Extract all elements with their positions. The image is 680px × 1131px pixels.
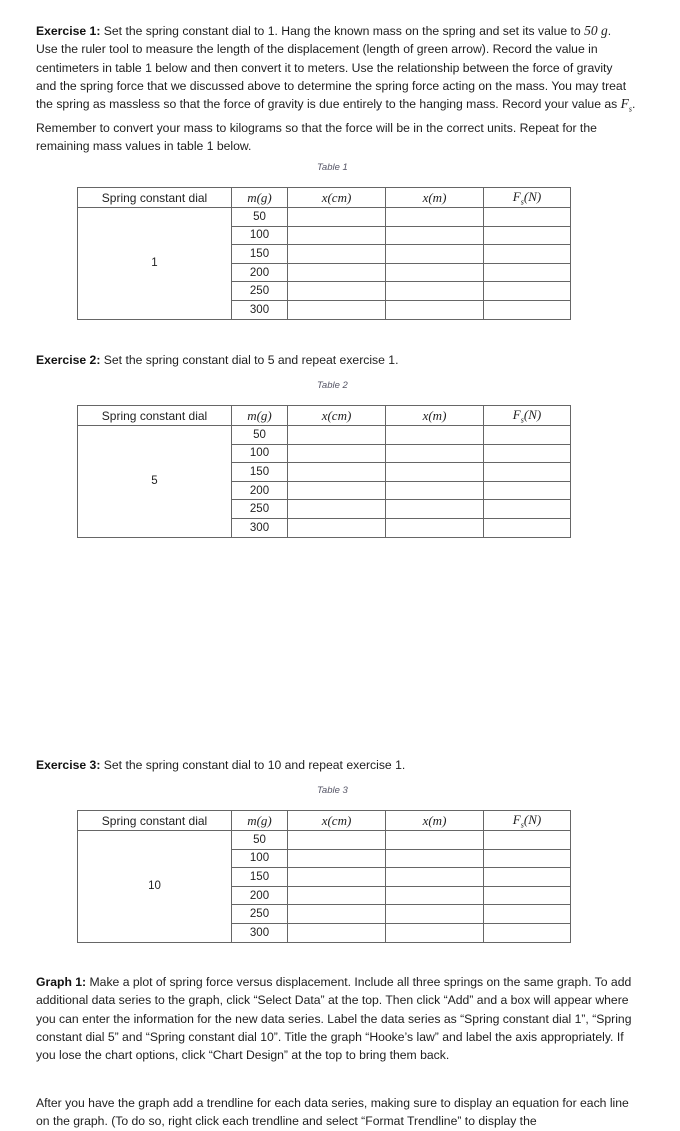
fs-cell[interactable] — [484, 282, 571, 301]
exercise-1-text-a: Set the spring constant dial to 1. Hang the known mass on the spring and set its value to — [100, 24, 585, 38]
fs-cell[interactable] — [484, 426, 571, 445]
fs-header: $F_s(N)$ — [484, 811, 571, 831]
fs-cell[interactable] — [484, 831, 571, 850]
mass-cell: 250 — [232, 500, 288, 519]
mass-cell: 50 — [232, 831, 288, 850]
x-cm-cell[interactable] — [288, 500, 386, 519]
x-cm-header: x(cm) — [288, 188, 386, 208]
fs-cell[interactable] — [484, 444, 571, 463]
x-m-cell[interactable] — [386, 263, 484, 282]
graph-1-label: Graph 1: — [36, 975, 87, 989]
fs-header: $F_s(N)$ — [484, 188, 571, 208]
mass-cell: 300 — [232, 300, 288, 319]
x-cm-cell[interactable] — [288, 849, 386, 868]
mass-cell: 200 — [232, 886, 288, 905]
mass-cell: 150 — [232, 868, 288, 887]
x-cm-cell[interactable] — [288, 226, 386, 245]
fs-cell[interactable] — [484, 923, 571, 942]
x-m-cell[interactable] — [386, 868, 484, 887]
fs-cell[interactable] — [484, 245, 571, 264]
exercise-1-mass-value: 50 g — [584, 23, 608, 38]
exercise-1-text-b: . Use the ruler tool to measure the length of the displacement (length of green arrow). Record the value in centimeters in table 1 below and then convert it to meters. Use the relationship between the force of gravity and the spring force that we discussed above to determine the spring force acting on the mass. You may treat the spring as massless so that the force of gravity is due entirely to the hanging mass. Record your value as — [36, 24, 627, 112]
x-m-cell[interactable] — [386, 849, 484, 868]
fs-cell[interactable] — [484, 463, 571, 482]
mass-cell: 200 — [232, 263, 288, 282]
mass-header: m(g) — [232, 406, 288, 426]
mass-cell: 100 — [232, 849, 288, 868]
mass-cell: 50 — [232, 426, 288, 445]
exercise-1-text-c: . Remember to convert your mass to kilograms so that the force will be in the correct units. Repeat for the remaining mass values in table 1 below. — [36, 97, 636, 154]
x-m-cell[interactable] — [386, 426, 484, 445]
table-2-header-row — [78, 406, 571, 426]
mass-cell: 100 — [232, 444, 288, 463]
mass-cell: 300 — [232, 518, 288, 537]
x-m-cell[interactable] — [386, 282, 484, 301]
fs-cell[interactable] — [484, 868, 571, 887]
x-m-cell[interactable] — [386, 226, 484, 245]
mass-cell: 250 — [232, 282, 288, 301]
x-cm-cell[interactable] — [288, 263, 386, 282]
mass-cell: 250 — [232, 905, 288, 924]
x-cm-cell[interactable] — [288, 868, 386, 887]
x-cm-cell[interactable] — [288, 245, 386, 264]
mass-cell: 100 — [232, 226, 288, 245]
x-cm-cell[interactable] — [288, 923, 386, 942]
graph-1-text: Make a plot of spring force versus displacement. Include all three springs on the same graph. To add additional data series to the graph, click “Select Data” at the top. Then click “Add” and a box will appear where you can enter the information for the new data series. Label the data series as “Spring constant dial 1”, “Spring constant dial 5” and “Spring constant dial 10”. Title the graph “Hooke’s law” and label the axis appropriately. If you lose the chart options, click “Chart Design” at the top to bring them back. — [36, 975, 632, 1063]
table-row — [78, 208, 571, 227]
dial-value: 5 — [78, 426, 232, 538]
x-cm-header: x(cm) — [288, 811, 386, 831]
x-cm-cell[interactable] — [288, 300, 386, 319]
x-m-header: x(m) — [386, 188, 484, 208]
exercise-2-paragraph — [36, 351, 636, 369]
x-m-cell[interactable] — [386, 463, 484, 482]
mass-cell: 150 — [232, 245, 288, 264]
dial-value: 1 — [78, 208, 232, 320]
x-cm-cell[interactable] — [288, 463, 386, 482]
x-m-cell[interactable] — [386, 300, 484, 319]
dial-value: 10 — [78, 831, 232, 943]
exercise-1-paragraph — [36, 22, 636, 156]
x-cm-cell[interactable] — [288, 208, 386, 227]
trendline-paragraph: After you have the graph add a trendline for each data series, making sure to display an equation for each line on the graph. (To do so, right click each trendline and select “Format Trendline” to display the — [36, 1096, 629, 1129]
x-m-cell[interactable] — [386, 923, 484, 942]
exercise-3-text: Set the spring constant dial to 10 and repeat exercise 1. — [100, 758, 406, 772]
table-1-caption: Table 1 — [317, 162, 348, 173]
x-m-cell[interactable] — [386, 518, 484, 537]
exercise-3-paragraph — [36, 756, 636, 774]
fs-cell[interactable] — [484, 500, 571, 519]
x-cm-cell[interactable] — [288, 831, 386, 850]
dial-header: Spring constant dial — [78, 188, 232, 208]
exercise-1-label: Exercise 1: — [36, 24, 101, 38]
table-1-header-row — [78, 188, 571, 208]
exercise-2-label: Exercise 2: — [36, 353, 101, 367]
x-cm-cell[interactable] — [288, 886, 386, 905]
exercise-3-label: Exercise 3: — [36, 758, 101, 772]
table-2-caption: Table 2 — [317, 380, 348, 391]
x-m-cell[interactable] — [386, 444, 484, 463]
x-m-cell[interactable] — [386, 245, 484, 264]
exercise-2-text: Set the spring constant dial to 5 and repeat exercise 1. — [100, 353, 399, 367]
x-m-cell[interactable] — [386, 886, 484, 905]
mass-cell: 150 — [232, 463, 288, 482]
table-2 — [77, 405, 571, 538]
x-m-cell[interactable] — [386, 905, 484, 924]
x-cm-cell[interactable] — [288, 518, 386, 537]
mass-header: m(g) — [232, 811, 288, 831]
x-m-cell[interactable] — [386, 208, 484, 227]
mass-cell: 300 — [232, 923, 288, 942]
table-3 — [77, 810, 571, 943]
x-cm-cell[interactable] — [288, 444, 386, 463]
mass-header: m(g) — [232, 188, 288, 208]
x-cm-cell[interactable] — [288, 481, 386, 500]
x-m-cell[interactable] — [386, 500, 484, 519]
x-m-cell[interactable] — [386, 481, 484, 500]
fs-cell[interactable] — [484, 208, 571, 227]
dial-header: Spring constant dial — [78, 811, 232, 831]
x-m-header: x(m) — [386, 406, 484, 426]
fs-cell[interactable] — [484, 226, 571, 245]
graph-1-paragraph — [36, 973, 636, 1064]
mass-cell: 200 — [232, 481, 288, 500]
table-row — [78, 426, 571, 445]
fs-cell[interactable] — [484, 300, 571, 319]
fs-cell[interactable] — [484, 849, 571, 868]
fs-cell[interactable] — [484, 263, 571, 282]
x-m-header: x(m) — [386, 811, 484, 831]
fs-cell[interactable] — [484, 886, 571, 905]
fs-cell[interactable] — [484, 905, 571, 924]
x-cm-cell[interactable] — [288, 282, 386, 301]
x-m-cell[interactable] — [386, 831, 484, 850]
mass-cell: 50 — [232, 208, 288, 227]
fs-cell[interactable] — [484, 518, 571, 537]
table-3-caption: Table 3 — [317, 785, 348, 796]
table-row — [78, 831, 571, 850]
table-3-header-row — [78, 811, 571, 831]
dial-header: Spring constant dial — [78, 406, 232, 426]
table-1 — [77, 187, 571, 320]
fs-cell[interactable] — [484, 481, 571, 500]
x-cm-header: x(cm) — [288, 406, 386, 426]
exercise-1-fs-symbol: $F_s$ — [620, 96, 632, 114]
x-cm-cell[interactable] — [288, 426, 386, 445]
fs-header: $F_s(N)$ — [484, 406, 571, 426]
x-cm-cell[interactable] — [288, 905, 386, 924]
